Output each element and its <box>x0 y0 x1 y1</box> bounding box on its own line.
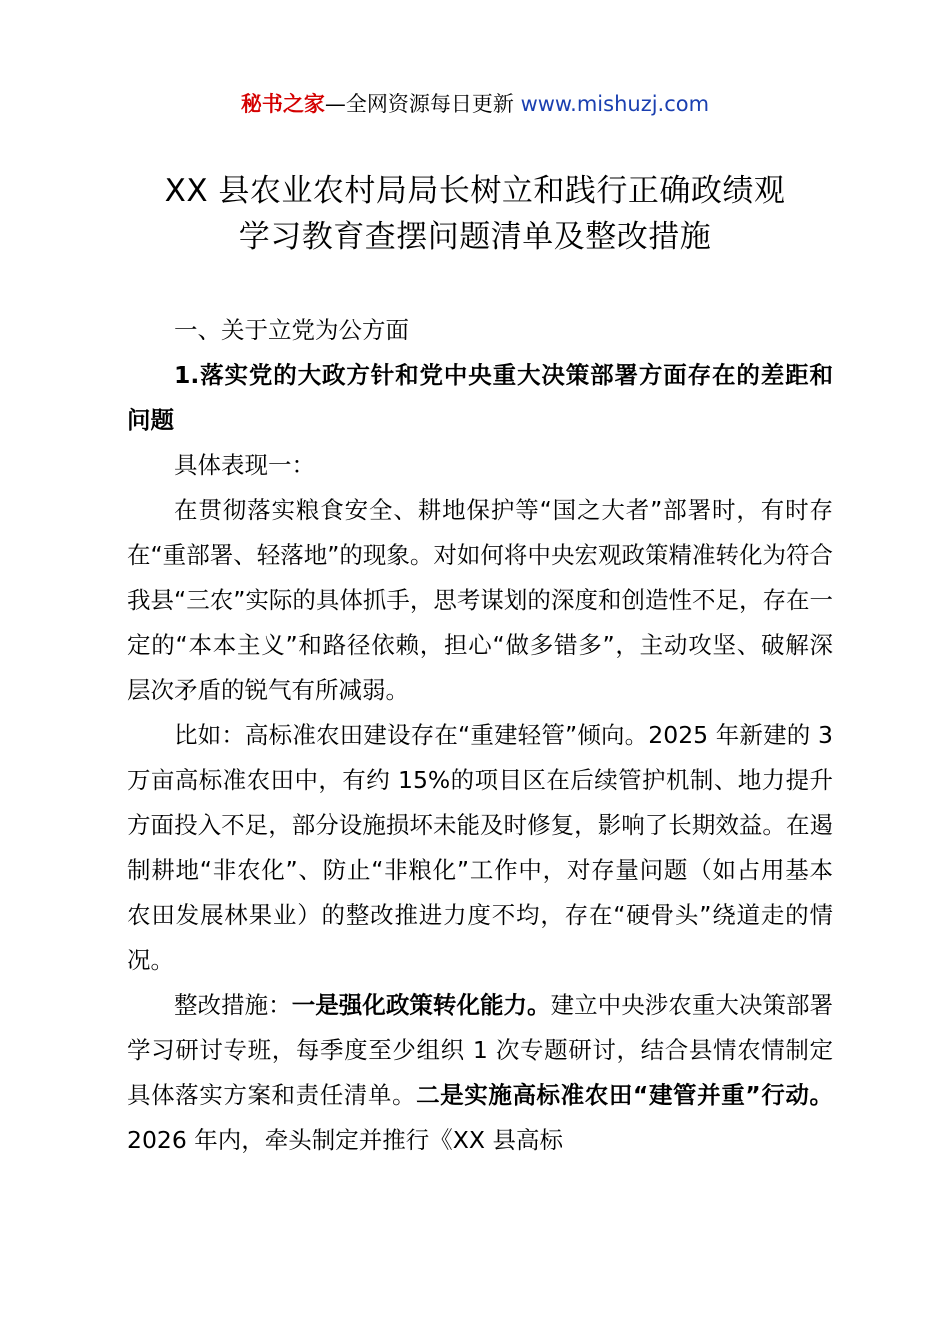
measure-1-text: 建立中央涉农重大决策部署学习研讨专班，每季度至少组织 1 次专题研讨，结合县情农情制定具体落实方案和责任清单。 <box>127 991 834 1109</box>
paragraph-2: 比如：高标准农田建设存在“重建轻管”倾向。2025 年新建的 3 万亩高标准农田中，有约 15%的项目区在后续管护机制、地力提升方面投入不足，部分设施损坏未能及时修复，影响了长期效益。在遏制耕地“非农化”、防止“非粮化”工作中，对存量问题（如占用基本农田发展林果业）的整改推进力度不均，存在“硬骨头”绕道走的情况。 <box>127 721 833 974</box>
measure-2-heading: 二是实施高标准农田“建管并重”行动。 <box>416 1081 834 1109</box>
title-line-1: XX 县农业农村局局长树立和践行正确政绩观 <box>164 173 786 209</box>
paragraph-3 <box>127 983 833 1163</box>
measure-1-heading: 一是强化政策转化能力。 <box>291 991 551 1019</box>
brand-name: 秘书之家 <box>240 92 325 116</box>
measure-2-text: 2026 年内，牵头制定并推行《XX 县高标 <box>127 1126 563 1154</box>
header-dash: — <box>324 92 346 116</box>
performance-label: 具体表现一： <box>174 451 315 479</box>
site-link[interactable]: www.mishuzj.com <box>520 92 710 116</box>
item-heading: 1.落实党的大政方针和党中央重大决策部署方面存在的差距和问题 <box>127 361 833 434</box>
section-heading: 一、关于立党为公方面 <box>174 316 409 344</box>
document-body <box>127 308 833 1163</box>
title-line-2: 学习教育查摆问题清单及整改措施 <box>238 219 712 255</box>
measures-label: 整改措施： <box>174 991 292 1019</box>
site-header <box>0 88 950 120</box>
document-title <box>60 168 890 260</box>
header-tagline: 全网资源每日更新 <box>345 92 521 116</box>
paragraph-1: 在贯彻落实粮食安全、耕地保护等“国之大者”部署时，有时存在“重部署、轻落地”的现象。对如何将中央宏观政策精准转化为符合我县“三农”实际的具体抓手，思考谋划的深度和创造性不足，存在一定的“本本主义”和路径依赖，担心“做多错多”，主动攻坚、破解深层次矛盾的锐气有所减弱。 <box>127 496 833 704</box>
